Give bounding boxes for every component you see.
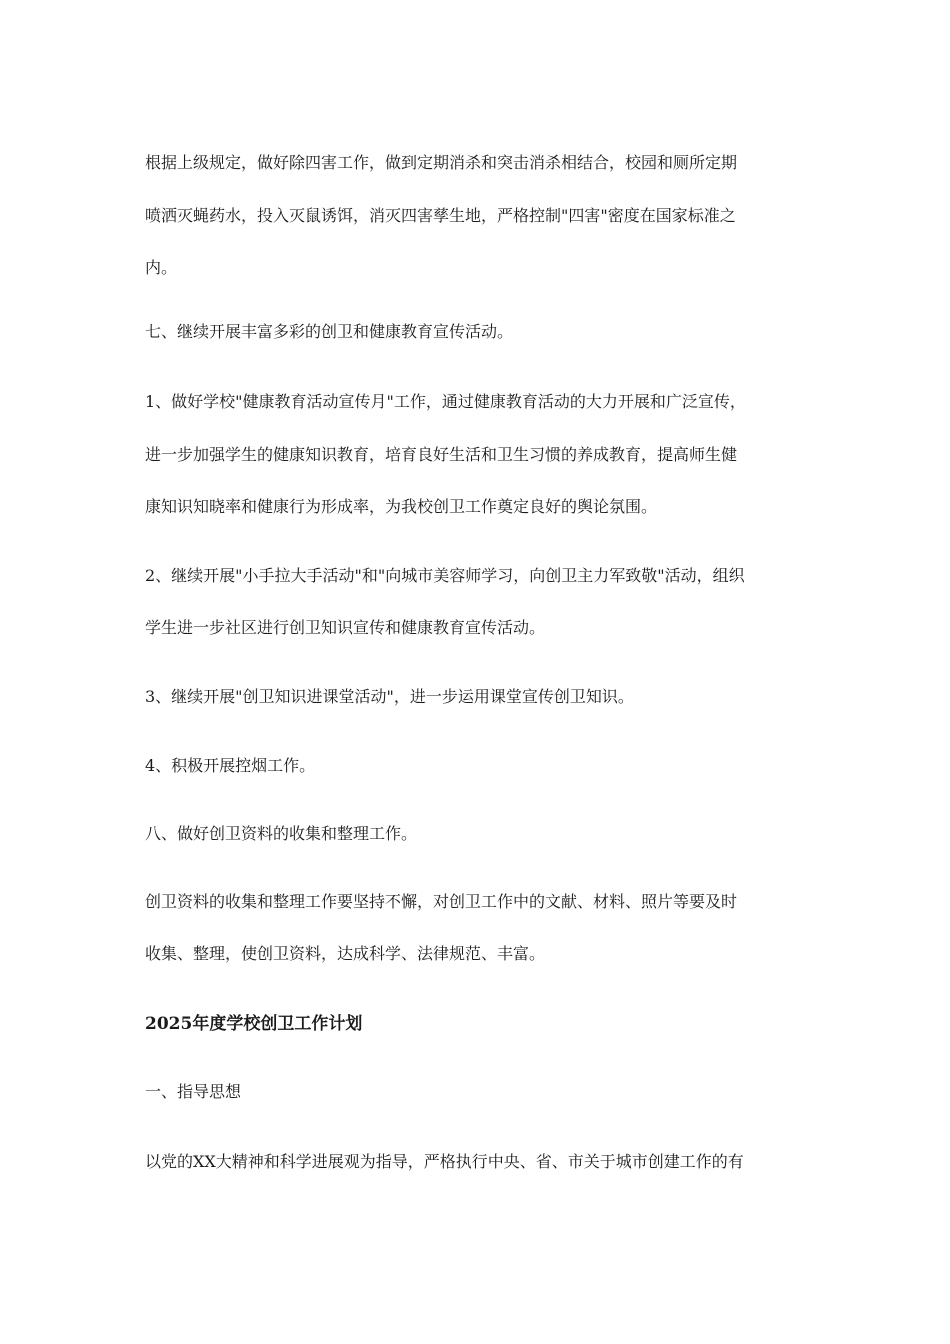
paragraph-line: 喷洒灭蝇药水，投入灭鼠诱饵，消灭四害孳生地，严格控制"四害"密度在国家标准之 [145, 206, 736, 225]
paragraph-line: 创卫资料的收集和整理工作要坚持不懈，对创卫工作中的文献、材料、照片等要及时 [145, 892, 738, 911]
paragraph-line: 康知识知晓率和健康行为形成率，为我校创卫工作奠定良好的舆论氛围。 [145, 497, 658, 516]
paragraph-line: 学生进一步社区进行创卫知识宣传和健康教育宣传活动。 [145, 618, 546, 637]
paragraph-line: 3、继续开展"创卫知识进课堂活动"，进一步运用课堂宣传创卫知识。 [145, 687, 634, 706]
paragraph-line: 根据上级规定，做好除四害工作，做到定期消杀和突击消杀相结合，校园和厕所定期 [145, 153, 738, 172]
section-heading: 一、指导思想 [145, 1082, 242, 1101]
section-heading: 七、继续开展丰富多彩的创卫和健康教育宣传活动。 [145, 322, 514, 341]
paragraph-line: 1、做好学校"健康教育活动宣传月"工作，通过健康教育活动的大力开展和广泛宣传， [145, 392, 746, 411]
paragraph-line: 以党的XX大精神和科学进展观为指导，严格执行中央、省、市关于城市创建工作的有 [145, 1152, 744, 1171]
paragraph-line: 收集、整理，使创卫资料，达成科学、法律规范、丰富。 [145, 944, 546, 963]
document-title: 2025年度学校创卫工作计划 [145, 1014, 363, 1034]
paragraph-line: 内。 [145, 258, 178, 277]
paragraph-line: 2、继续开展"小手拉大手活动"和"向城市美容师学习，向创卫主力军致敬"活动，组织 [145, 566, 745, 585]
paragraph-line: 4、积极开展控烟工作。 [145, 756, 316, 775]
paragraph-line: 进一步加强学生的健康知识教育，培育良好生活和卫生习惯的养成教育，提高师生健 [145, 445, 738, 464]
section-heading: 八、做好创卫资料的收集和整理工作。 [145, 824, 418, 843]
